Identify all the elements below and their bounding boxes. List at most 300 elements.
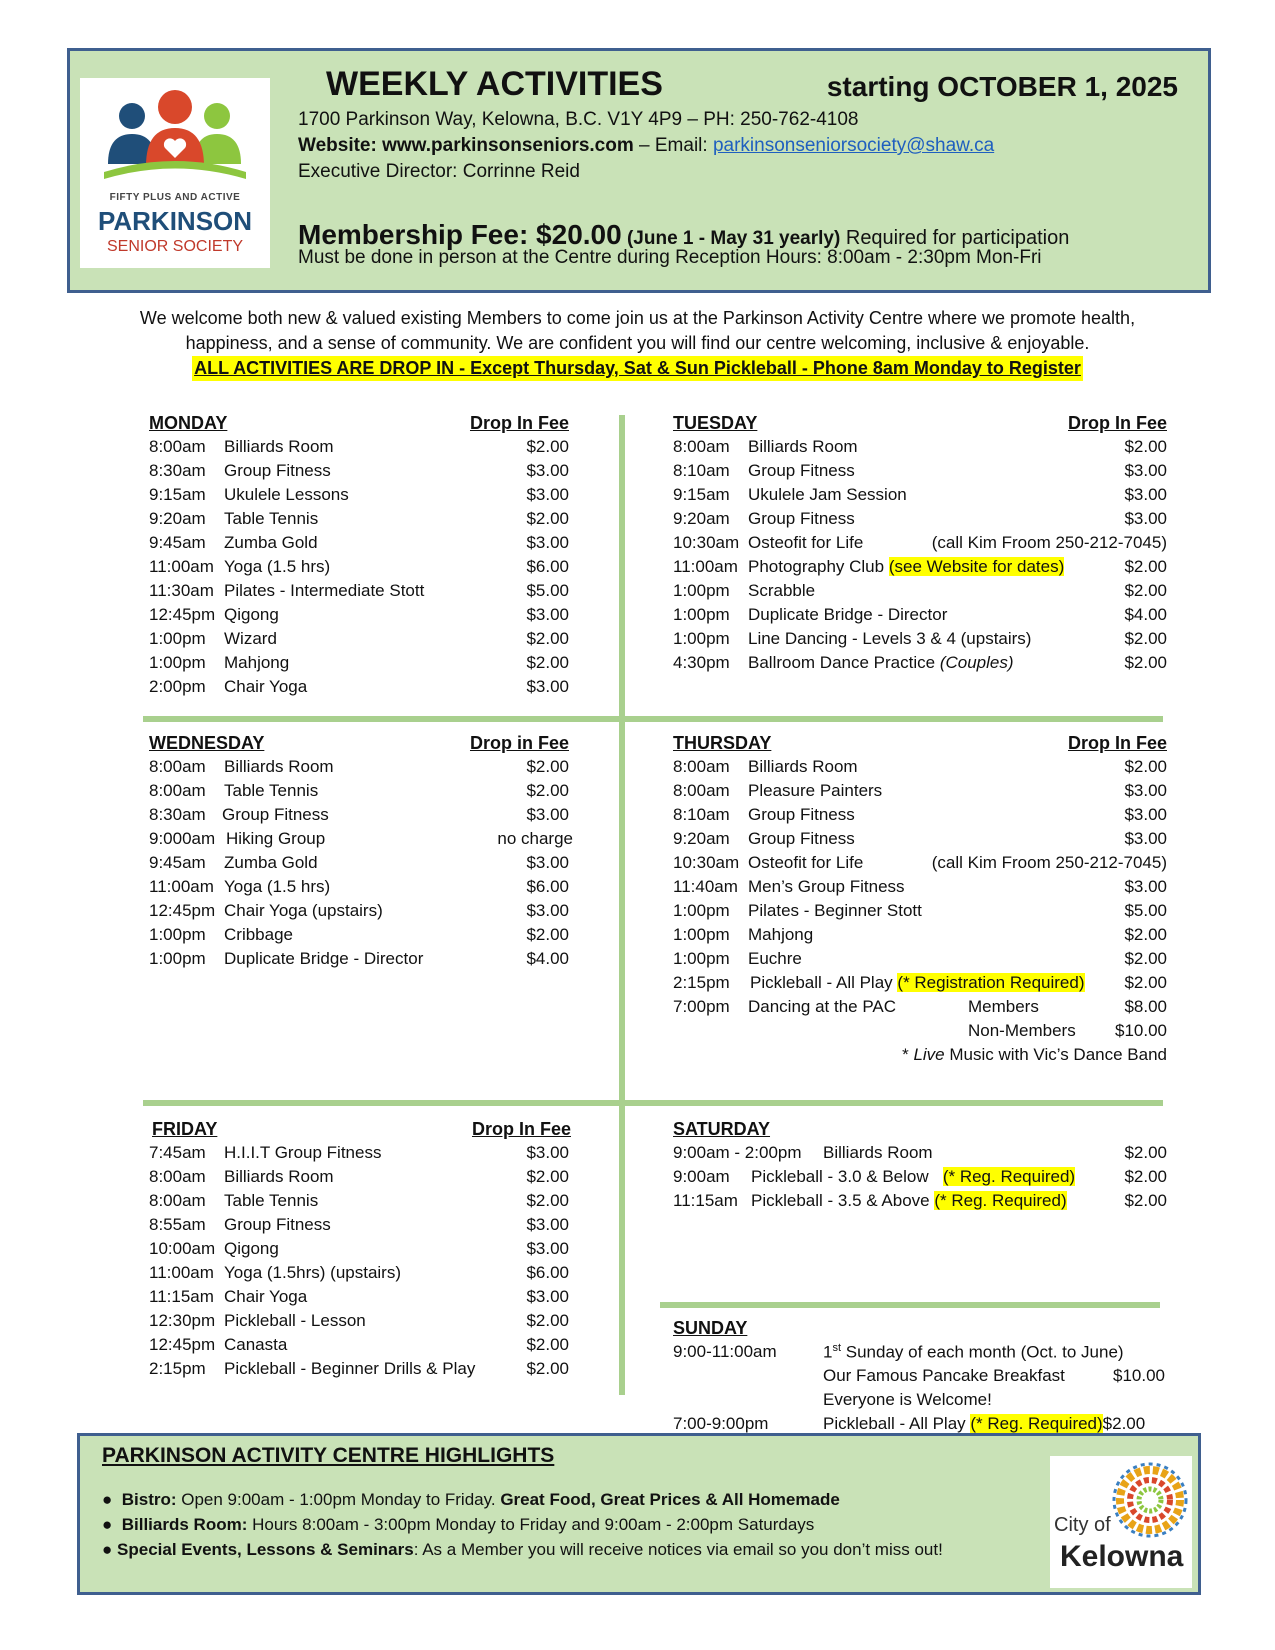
activity: Billiards Room — [224, 437, 334, 456]
activity: Pilates - Beginner Stott — [748, 901, 922, 920]
fee: $3.00 — [526, 677, 569, 696]
fee: $2.00 — [1124, 557, 1167, 576]
time: 8:00am — [149, 437, 206, 456]
schedule-row — [673, 901, 1167, 925]
fee: $10.00 — [1113, 1366, 1165, 1385]
activity: Ukulele Lessons — [224, 485, 349, 504]
activity: Cribbage — [224, 925, 293, 944]
time: 9:15am — [673, 485, 730, 504]
schedule-row — [149, 781, 573, 805]
bistro-label: Bistro: — [121, 1490, 177, 1509]
fee: $2.00 — [526, 1359, 569, 1378]
activity: Pleasure Painters — [748, 781, 883, 800]
time: 8:00am — [673, 437, 730, 456]
time: 10:30am — [673, 533, 740, 552]
time: 2:15pm — [673, 973, 730, 992]
fee: $2.00 — [1124, 757, 1167, 776]
schedule-row — [149, 1167, 571, 1191]
activity: Yoga (1.5 hrs) — [224, 877, 331, 896]
time: 12:45pm — [149, 605, 216, 624]
address-line: 1700 Parkinson Way, Kelowna, B.C. V1Y 4P9 – PH: 250-762-4108 — [298, 109, 859, 130]
logo-name: PARKINSON — [97, 206, 253, 236]
time: 7:45am — [149, 1143, 206, 1162]
logo-subtitle: SENIOR SOCIETY — [106, 238, 244, 255]
activity: Men’s Group Fitness — [748, 877, 905, 896]
schedule-row — [673, 1143, 1167, 1167]
schedule-row — [673, 629, 1167, 653]
tuesday-section — [673, 413, 1167, 677]
events-text: : As a Member you will receive notices via email so you don’t miss out! — [413, 1540, 943, 1559]
schedule-row — [673, 605, 1167, 629]
bullet-icon: ● — [102, 1540, 113, 1559]
thursday-section — [673, 733, 1167, 1069]
schedule-row — [149, 1287, 571, 1311]
fee: $2.00 — [1124, 949, 1167, 968]
friday-heading: FRIDAY — [152, 1119, 218, 1139]
time: 7:00-9:00pm — [673, 1414, 769, 1433]
time: 8:10am — [673, 805, 730, 824]
time: 1:00pm — [149, 653, 206, 672]
schedule-row — [149, 1143, 571, 1167]
schedule-row — [149, 437, 569, 461]
fee: $2.00 — [1124, 437, 1167, 456]
schedule-row — [673, 1366, 1167, 1390]
schedule-row — [149, 533, 569, 557]
highlights-title: PARKINSON ACTIVITY CENTRE HIGHLIGHTS — [102, 1444, 555, 1467]
schedule-row — [149, 757, 573, 781]
fee: $2.00 — [1124, 581, 1167, 600]
fee: $2.00 — [526, 757, 569, 776]
sunday-heading: SUNDAY — [673, 1318, 748, 1338]
time: 8:00am — [149, 781, 206, 800]
activity: Scrabble — [748, 581, 816, 600]
time: 11:00am — [673, 557, 738, 576]
time: 8:00am — [149, 757, 206, 776]
time: 1:00pm — [149, 949, 206, 968]
highlight-note: (* Reg. Required) — [970, 1414, 1103, 1433]
fee: $3.00 — [526, 605, 569, 624]
activity: Hiking Group — [226, 829, 326, 848]
schedule-row — [673, 829, 1167, 853]
billiards-label: Billiards Room: — [121, 1515, 248, 1534]
activity: Qigong — [224, 1239, 279, 1258]
music-prefix: * — [902, 1045, 914, 1064]
activity: Table Tennis — [224, 509, 319, 528]
fee: $3.00 — [1124, 805, 1167, 824]
schedule-row — [673, 805, 1167, 829]
membership-requirement: Required for participation — [840, 227, 1070, 249]
time: 8:30am — [149, 805, 206, 824]
fee: $2.00 — [526, 1191, 569, 1210]
fee: $3.00 — [1124, 781, 1167, 800]
fee: $3.00 — [526, 901, 569, 920]
schedule-row — [673, 757, 1167, 781]
fee: $2.00 — [1124, 653, 1167, 672]
intro-text — [0, 306, 1275, 381]
schedule-row — [149, 877, 573, 901]
schedule-row — [673, 781, 1167, 805]
activity: Yoga (1.5 hrs) — [224, 557, 331, 576]
time: 9:20am — [673, 509, 730, 528]
fee: $5.00 — [526, 581, 569, 600]
activity: Osteofit for Life — [748, 533, 864, 552]
time: 11:00am — [149, 877, 214, 896]
schedule-row — [673, 1342, 1167, 1366]
email-link[interactable]: parkinsonseniorsociety@shaw.ca — [712, 135, 995, 156]
schedule-row — [673, 461, 1167, 485]
logo-tagline: FIFTY PLUS AND ACTIVE — [109, 192, 241, 203]
column-divider — [619, 415, 625, 1395]
activity-note: Everyone is Welcome! — [823, 1390, 992, 1409]
fee: no charge — [497, 829, 573, 848]
live-music-note — [673, 1045, 1167, 1069]
fee: $2.00 — [526, 781, 569, 800]
highlight-note: (* Reg. Required) — [942, 1167, 1076, 1186]
time: 1:00pm — [673, 949, 730, 968]
saturday-heading: SATURDAY — [673, 1119, 771, 1139]
activity: Pickleball - All Play — [823, 1414, 971, 1433]
schedule-row — [673, 1390, 1167, 1414]
time: 9:45am — [149, 853, 206, 872]
time: 10:30am — [673, 853, 740, 872]
fee: $3.00 — [1124, 485, 1167, 504]
activity: Billiards Room — [748, 437, 858, 456]
activity: Table Tennis — [224, 781, 319, 800]
schedule-row — [673, 973, 1167, 997]
time: 8:00am — [673, 757, 730, 776]
highlight-events — [102, 1540, 943, 1560]
time: 9:45am — [149, 533, 206, 552]
time: 8:10am — [673, 461, 730, 480]
intro-line-2: happiness, and a sense of community. We are confident you will find our centre welcoming, inclusive & enjoyable. — [185, 333, 1090, 353]
row-divider-1 — [143, 716, 1163, 722]
schedule-row — [673, 485, 1167, 509]
activity: Sunday of each month (Oct. to June) — [841, 1342, 1124, 1362]
activity: Osteofit for Life — [748, 853, 864, 872]
fee: $3.00 — [526, 853, 569, 872]
time: 9:20am — [673, 829, 730, 848]
time: 2:15pm — [149, 1359, 206, 1378]
monday-fee-header: Drop In Fee — [469, 413, 569, 433]
header-panel — [67, 48, 1211, 293]
time: 1:00pm — [673, 901, 730, 920]
activity: Dancing at the PAC — [748, 997, 897, 1016]
fee: $6.00 — [526, 1263, 569, 1282]
activity: Pickleball - 3.5 & Above — [751, 1191, 930, 1210]
fee: $8.00 — [1124, 997, 1167, 1016]
schedule-row — [149, 949, 573, 973]
time: 1:00pm — [673, 581, 730, 600]
activity: Group Fitness — [748, 461, 855, 480]
fee: $2.00 — [526, 437, 569, 456]
activity: Euchre — [748, 949, 802, 968]
fee: $2.00 — [1124, 973, 1167, 992]
intro-line-1: We welcome both new & valued existing Members to come join us at the Parkinson Activity Centre where we promote health, — [139, 308, 1136, 328]
fee: $3.00 — [526, 485, 569, 504]
schedule-row — [149, 1335, 571, 1359]
schedule-row — [149, 1191, 571, 1215]
membership-fee: Membership Fee: $20.00 — [298, 219, 622, 250]
music-rest: Music with Vic’s Dance Band — [944, 1045, 1167, 1064]
fee: $2.00 — [526, 1335, 569, 1354]
highlight-billiards — [102, 1515, 814, 1535]
activity: Pilates - Intermediate Stott — [224, 581, 425, 600]
activity: Group Fitness — [748, 829, 855, 848]
bullet-icon: ● — [102, 1490, 113, 1509]
time: 1:00pm — [673, 605, 730, 624]
activity: Chair Yoga — [224, 677, 308, 696]
time: 9:000am — [149, 829, 216, 848]
activity: Billiards Room — [823, 1143, 933, 1162]
fee: $2.00 — [526, 653, 569, 672]
fee: (call Kim Froom 250-212-7045) — [931, 853, 1167, 872]
schedule-row — [673, 997, 1167, 1021]
time: 9:00am - 2:00pm — [673, 1143, 802, 1162]
time: 8:00am — [673, 781, 730, 800]
kelowna-label: Kelowna — [1060, 1540, 1184, 1573]
fee: $2.00 — [1124, 925, 1167, 944]
fee: $2.00 — [1124, 1167, 1167, 1186]
fee: $2.00 — [526, 1167, 569, 1186]
activity: Chair Yoga (upstairs) — [224, 901, 383, 920]
activity: Group Fitness — [224, 461, 331, 480]
bullet-icon: ● — [102, 1515, 113, 1534]
time: 1:00pm — [149, 925, 206, 944]
fee: $3.00 — [1124, 461, 1167, 480]
fee: $3.00 — [526, 1143, 569, 1162]
highlight-note: (see Website for dates) — [888, 557, 1065, 576]
highlight-note: (* Registration Required) — [897, 973, 1085, 992]
time: 4:30pm — [673, 653, 730, 672]
schedule-row — [149, 605, 569, 629]
fee: $3.00 — [526, 533, 569, 552]
fee: $3.00 — [526, 1215, 569, 1234]
activity-note: (Couples) — [939, 653, 1014, 672]
schedule-row — [149, 485, 569, 509]
schedule-row — [149, 557, 569, 581]
schedule-row — [149, 925, 573, 949]
time: 12:45pm — [149, 1335, 216, 1354]
ordinal-suffix: st — [832, 1342, 842, 1354]
activity: Group Fitness — [748, 509, 855, 528]
schedule-row — [149, 461, 569, 485]
fee: $3.00 — [1124, 877, 1167, 896]
activity: Table Tennis — [224, 1191, 319, 1210]
people-heart-icon — [80, 78, 270, 193]
activity: H.I.I.T Group Fitness — [224, 1143, 382, 1162]
activity: Pickleball - All Play — [750, 973, 893, 992]
fee: $2.00 — [526, 925, 569, 944]
time: 11:15am — [149, 1287, 214, 1306]
schedule-row — [149, 509, 569, 533]
schedule-row — [149, 1263, 571, 1287]
activity: Zumba Gold — [224, 853, 318, 872]
email-prefix: – Email: — [633, 135, 713, 156]
fee: $3.00 — [1124, 509, 1167, 528]
sunburst-icon — [1110, 1460, 1190, 1540]
wednesday-fee-header: Drop in Fee — [469, 733, 569, 753]
schedule-row — [149, 677, 569, 701]
schedule-row — [673, 853, 1167, 877]
fee: (call Kim Froom 250-212-7045) — [931, 533, 1167, 552]
time: 9:00-11:00am — [673, 1342, 777, 1361]
schedule-row — [673, 1167, 1167, 1191]
activity: Photography Club — [748, 557, 885, 576]
tuesday-heading: TUESDAY — [673, 413, 758, 433]
schedule-row — [673, 877, 1167, 901]
membership-period: (June 1 - May 31 yearly) — [621, 228, 841, 249]
city-of-kelowna-logo — [1050, 1456, 1192, 1588]
tuesday-fee-header: Drop In Fee — [1067, 413, 1167, 433]
activity: Duplicate Bridge - Director — [224, 949, 424, 968]
schedule-row — [673, 581, 1167, 605]
time: 9:20am — [149, 509, 206, 528]
schedule-row — [149, 1215, 571, 1239]
fee: $2.00 — [526, 509, 569, 528]
time: 1:00pm — [673, 925, 730, 944]
schedule-row — [149, 805, 573, 829]
time: 11:15am — [673, 1191, 738, 1210]
schedule-row — [673, 949, 1167, 973]
fee: $6.00 — [526, 877, 569, 896]
activity: Group Fitness — [222, 805, 329, 824]
time: 11:00am — [149, 1263, 214, 1282]
schedule-row — [149, 629, 569, 653]
activity: Group Fitness — [224, 1215, 331, 1234]
website-label: Website: www.parkinsonseniors.com — [298, 135, 634, 156]
schedule-row — [673, 533, 1167, 557]
wednesday-section — [149, 733, 573, 973]
contact-line — [298, 135, 994, 157]
sunday-section — [673, 1318, 1167, 1438]
member-type: Members — [968, 997, 1039, 1016]
time: 8:00am — [149, 1191, 206, 1210]
fee: $3.00 — [1124, 829, 1167, 848]
time: 2:00pm — [149, 677, 206, 696]
schedule-row — [149, 1311, 571, 1335]
saturday-section — [673, 1119, 1167, 1215]
activity: Ukulele Jam Session — [748, 485, 907, 504]
schedule-row — [673, 437, 1167, 461]
time: 12:45pm — [149, 901, 216, 920]
sunday-divider — [660, 1302, 1160, 1308]
thursday-fee-header: Drop In Fee — [1067, 733, 1167, 753]
activity: Wizard — [224, 629, 277, 648]
director-line: Executive Director: Corrinne Reid — [298, 161, 580, 182]
billiards-text: Hours 8:00am - 3:00pm Monday to Friday and 9:00am - 2:00pm Saturdays — [247, 1515, 815, 1534]
friday-section — [149, 1119, 571, 1383]
time: 11:30am — [149, 581, 214, 600]
activity: Billiards Room — [224, 1167, 334, 1186]
schedule-row — [149, 653, 569, 677]
start-date: starting OCTOBER 1, 2025 — [826, 71, 1178, 102]
fee: $4.00 — [1124, 605, 1167, 624]
fee: $2.00 — [526, 629, 569, 648]
fee: $4.00 — [526, 949, 569, 968]
fee: $6.00 — [526, 557, 569, 576]
activity: Mahjong — [224, 653, 290, 672]
ordinal-number: 1 — [823, 1342, 833, 1362]
schedule-row — [149, 853, 573, 877]
highlight-note: (* Reg. Required) — [934, 1191, 1067, 1210]
activity: Qigong — [224, 605, 279, 624]
schedule-row — [673, 557, 1167, 581]
music-live: Live — [913, 1045, 945, 1064]
fee: $2.00 — [1124, 1143, 1167, 1162]
fee: $3.00 — [526, 1239, 569, 1258]
activity: Canasta — [224, 1335, 288, 1354]
activity: Ballroom Dance Practice — [748, 653, 936, 672]
activity: Line Dancing - Levels 3 & 4 (upstairs) — [748, 629, 1032, 648]
city-of-label: City of — [1054, 1514, 1111, 1536]
time: 12:30pm — [149, 1311, 216, 1330]
fee: $2.00 — [1124, 629, 1167, 648]
thursday-heading: THURSDAY — [673, 733, 772, 753]
activity: Yoga (1.5hrs) (upstairs) — [224, 1263, 402, 1282]
page-title: WEEKLY ACTIVITIES — [326, 65, 663, 103]
membership-note: Must be done in person at the Centre during Reception Hours: 8:00am - 2:30pm Mon-Fri — [298, 247, 1042, 268]
activity: Mahjong — [748, 925, 814, 944]
time: 11:00am — [149, 557, 214, 576]
bistro-text: Open 9:00am - 1:00pm Monday to Friday. — [176, 1490, 501, 1509]
monday-heading: MONDAY — [149, 413, 228, 433]
bistro-tagline: Great Food, Great Prices & All Homemade — [500, 1490, 840, 1509]
fee: $2.00 — [1124, 1191, 1167, 1210]
schedule-row — [149, 1239, 571, 1263]
activity: Zumba Gold — [224, 533, 318, 552]
activity: Billiards Room — [224, 757, 334, 776]
schedule-row — [673, 1021, 1167, 1045]
fee: $5.00 — [1124, 901, 1167, 920]
fee: $2.00 — [1102, 1414, 1146, 1433]
time: 8:30am — [149, 461, 206, 480]
activity: Duplicate Bridge - Director — [748, 605, 948, 624]
time: 9:15am — [149, 485, 206, 504]
schedule-row — [149, 829, 573, 853]
events-label: Special Events, Lessons & Seminars — [117, 1540, 414, 1559]
time: 11:40am — [673, 877, 738, 896]
schedule-row — [149, 901, 573, 925]
monday-section — [149, 413, 569, 701]
activity: Pickleball - Lesson — [224, 1311, 366, 1330]
schedule-row — [149, 1359, 571, 1383]
parkinson-logo — [80, 78, 270, 268]
schedule-row — [673, 925, 1167, 949]
activity: Group Fitness — [748, 805, 855, 824]
time: 1:00pm — [149, 629, 206, 648]
fee: $3.00 — [526, 1287, 569, 1306]
time: 8:00am — [149, 1167, 206, 1186]
time: 8:55am — [149, 1215, 206, 1234]
row-divider-2 — [143, 1100, 1163, 1106]
highlights-panel — [77, 1433, 1201, 1595]
time: 10:00am — [149, 1239, 216, 1258]
schedule-row — [673, 1191, 1167, 1215]
activity: Our Famous Pancake Breakfast — [823, 1366, 1065, 1385]
highlight-bistro — [102, 1490, 840, 1510]
time: 7:00pm — [673, 997, 730, 1016]
wednesday-heading: WEDNESDAY — [149, 733, 265, 753]
schedule-row — [149, 581, 569, 605]
fee: $10.00 — [1115, 1021, 1167, 1040]
fee: $3.00 — [526, 461, 569, 480]
activity: Chair Yoga — [224, 1287, 308, 1306]
activity: Pickleball - Beginner Drills & Play — [224, 1359, 476, 1378]
activity: Pickleball - 3.0 & Below — [751, 1167, 929, 1186]
friday-fee-header: Drop In Fee — [471, 1119, 571, 1139]
fee: $3.00 — [526, 805, 569, 824]
activity: Billiards Room — [748, 757, 858, 776]
